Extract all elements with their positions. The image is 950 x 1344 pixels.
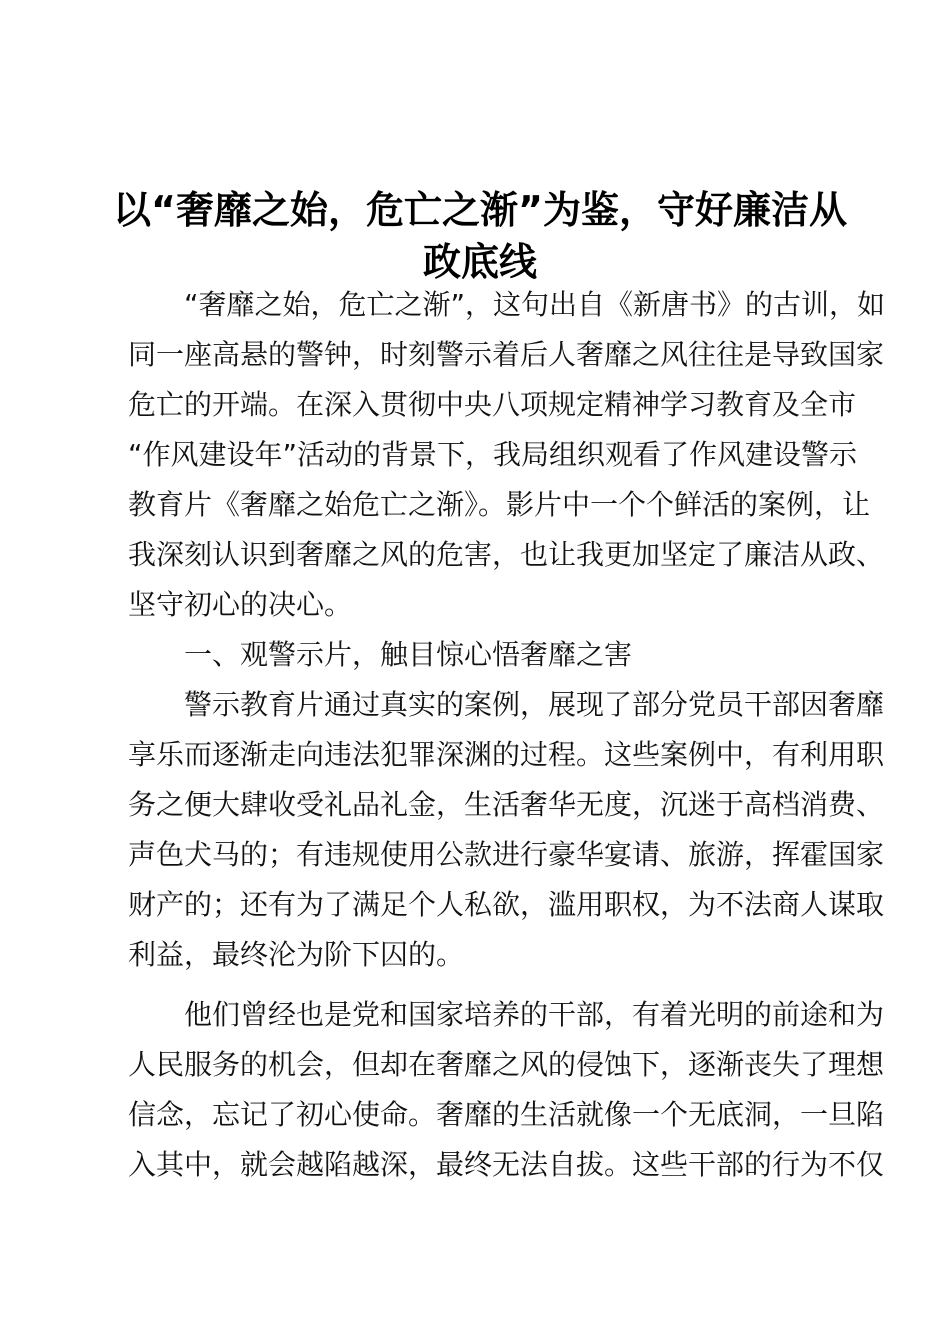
text-line: 他们曾经也是党和国家培养的干部，有着光明的前途和为 [128,998,885,1031]
text-line: 警示教育片通过真实的案例，展现了部分党员干部因奢靡 [128,688,885,721]
text-line: “奢靡之始，危亡之渐”，这句出自《新唐书》的古训，如 [128,288,886,321]
text-line: 坚守初心的决心。 [128,588,353,621]
text-line: 我深刻认识到奢靡之风的危害，也让我更加坚定了廉洁从政、 [128,538,885,571]
text-line: 利益，最终沦为阶下囚的。 [128,938,465,971]
text-line: 享乐而逐渐走向违法犯罪深渊的过程。这些案例中，有利用职 [128,738,885,771]
text-line: 务之便大肆收受礼品礼金，生活奢华无度，沉迷于高档消费、 [128,788,885,821]
title-line: 以“奢靡之始，危亡之渐”为鉴，守好廉洁从 [113,188,847,232]
paragraph-gap [128,980,848,990]
heading-line: 一、观警示片，触目惊心悟奢靡之害 [128,638,633,671]
text-line: 危亡的开端。在深入贯彻中央八项规定精神学习教育及全市 [128,388,857,421]
title-line: 政底线 [422,240,537,284]
text-line: 同一座高悬的警钟，时刻警示着后人奢靡之风往往是导致国家 [128,338,885,371]
paragraph [128,990,885,1190]
text-line: 声色犬马的；有违规使用公款进行豪华宴请、旅游，挥霍国家 [128,838,885,871]
text-line: “作风建设年”活动的背景下，我局组织观看了作风建设警示 [128,438,858,471]
document-title [110,184,850,288]
paragraph [128,680,885,980]
text-line: 人民服务的机会，但却在奢靡之风的侵蚀下，逐渐丧失了理想 [128,1048,885,1081]
text-line: 信念，忘记了初心使命。奢靡的生活就像一个无底洞，一旦陷 [128,1098,885,1131]
paragraph [128,280,886,630]
section-heading [128,630,848,680]
text-line: 入其中，就会越陷越深，最终无法自拔。这些干部的行为不仅 [128,1148,885,1181]
text-line: 教育片《奢靡之始危亡之渐》。影片中一个个鲜活的案例，让 [128,488,871,521]
text-line: 财产的；还有为了满足个人私欲，滥用职权，为不法商人谋取 [128,888,885,921]
document-body [128,280,886,1190]
